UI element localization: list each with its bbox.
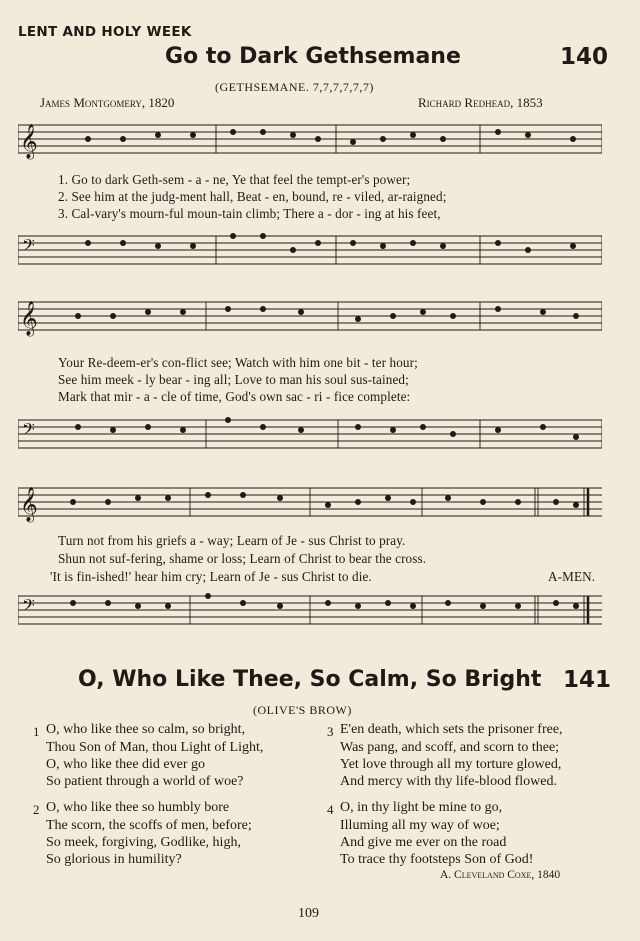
svg-text:𝄞: 𝄞 [20,301,38,336]
verse-line: E'en death, which sets the prisoner free, [340,722,563,737]
lyric-line: 1. Go to dark Geth-sem - a - ne, Ye that feel the tempt-er's power; [58,172,411,187]
svg-text:𝄢: 𝄢 [22,419,35,443]
verse-line: O, who like thee so humbly bore [46,800,230,815]
author-credit: A. Cleveland Coxe, 1840 [440,869,561,881]
bass-staff-1 [18,232,602,272]
page-number: 109 [298,906,319,921]
lyric-line: Shun not suf-fering, shame or loss; Learn of Christ to bear the cross. [58,551,427,566]
verse-line: Was pang, and scoff, and scorn to thee; [340,740,560,755]
tune-name: (GETHSEMANE. 7,7,7,7,7,7) [215,80,374,94]
bass-staff-2 [18,416,602,456]
hymn-141-number: 141 [563,667,612,693]
verse-line: And give me ever on the road [340,835,507,850]
lyric-line: Your Re-deem-er's con-flict see; Watch with him one bit - ter hour; [58,355,418,370]
verse-line: To trace thy footsteps Son of God! [340,852,534,867]
treble-staff-2 [18,298,602,338]
lyric-line: Turn not from his griefs a - way; Learn of Je - sus Christ to pray. [58,533,406,548]
amen-label: A-MEN. [548,569,596,584]
bass-staff-3 [18,592,602,632]
verse-line: And mercy with thy life-blood flowed. [340,774,557,789]
verse-line: O, who like thee did ever go [46,757,206,772]
hymn-141-title: O, Who Like Thee, So Calm, So Bright [78,667,542,692]
verse-line: Yet love through all my torture glowed, [340,757,562,772]
svg-text:𝄞: 𝄞 [20,124,38,159]
lyric-line: 3. Cal-vary's mourn-ful moun-tain climb; There a - dor - ing at his feet, [58,206,441,221]
svg-text:𝄢: 𝄢 [22,595,35,619]
music-credit: Richard Redhead, 1853 [418,95,543,110]
hymn-140-title: Go to Dark Gethsemane [165,44,461,69]
verse-line: O, who like thee so calm, so bright, [46,722,246,737]
lyric-line: See him meek - ly bear - ing all; Love to man his soul sus-tained; [58,372,409,387]
verse-number: 2 [33,802,40,817]
verse-line: So patient through a world of woe? [46,774,244,789]
svg-text:𝄞: 𝄞 [20,487,38,522]
section-header: LENT AND HOLY WEEK [18,24,192,40]
verse-number: 1 [33,724,40,739]
svg-text:𝄢: 𝄢 [22,235,35,259]
tune-name: (OLIVE'S BROW) [253,703,352,717]
verse-number: 4 [327,802,334,817]
verse-number: 3 [327,724,334,739]
verse-line: So glorious in humility? [46,852,182,867]
verse-line: The scorn, the scoffs of men, before; [46,818,252,833]
verse-line: Thou Son of Man, thou Light of Light, [46,740,264,755]
words-credit: James Montgomery, 1820 [40,95,175,110]
treble-staff-3 [18,484,602,524]
verse-line: So meek, forgiving, Godlike, high, [46,835,241,850]
hymn-140-number: 140 [560,44,609,70]
lyric-line: Mark that mir - a - cle of time, God's own sac - ri - fice complete: [58,389,411,404]
verse-line: Illuming all my way of woe; [340,818,500,833]
lyric-line: 'It is fin-ished!' hear him cry; Learn of Je - sus Christ to die. [50,569,372,584]
lyric-line: 2. See him at the judg-ment hall, Beat - en, bound, re - viled, ar-raigned; [58,189,447,204]
verse-line: O, in thy light be mine to go, [340,800,503,815]
treble-staff-1 [18,121,602,161]
